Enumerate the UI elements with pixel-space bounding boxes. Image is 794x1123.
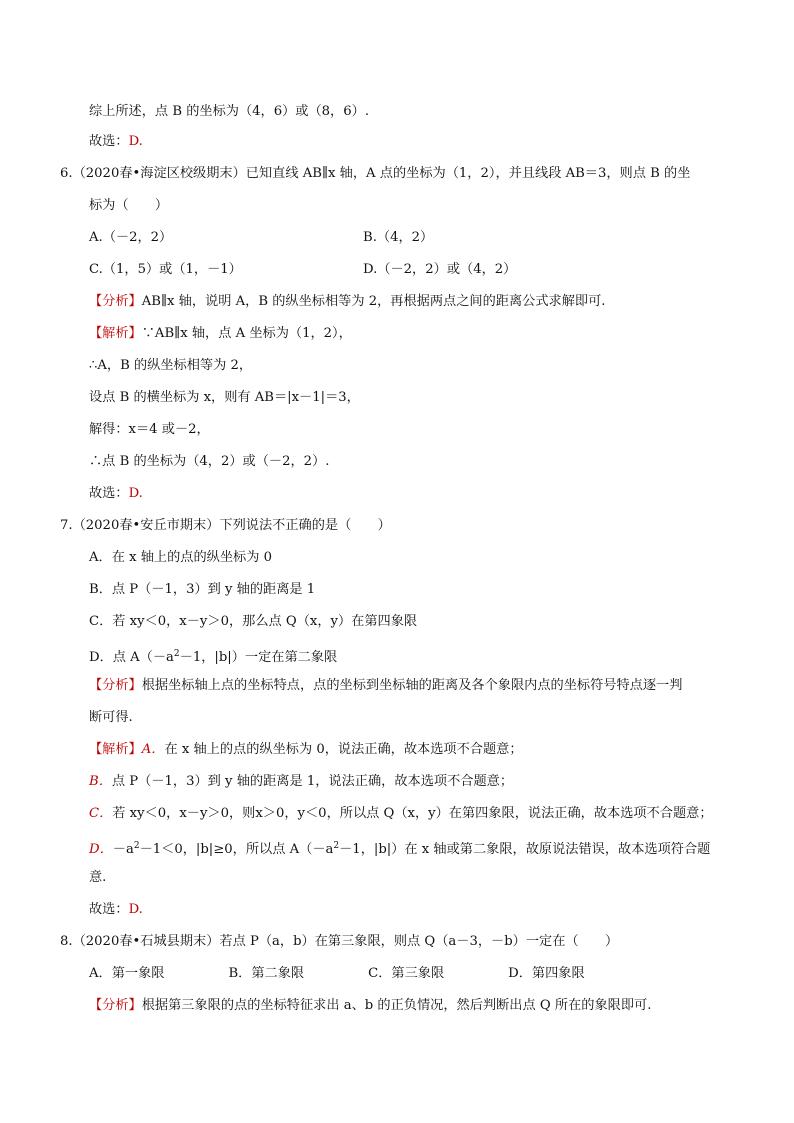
- q7-option-b: B．点 P（－1，3）到 y 轴的距离是 1: [89, 582, 316, 597]
- q6-stem-line1: 6.（2020春•海淀区校级期末）已知直线 AB∥x 轴，A 点的坐标为（1，2），并且线段 AB＝3，则点 B 的坐: [60, 166, 691, 181]
- q8-options: [89, 964, 585, 984]
- analysis-tag: 【分析】: [89, 998, 142, 1013]
- q7-option-d: [89, 644, 337, 664]
- solution-d-text-mid: －1＜0，|b|≥0，所以点 A（－a: [139, 842, 334, 857]
- q8-option-b: B．第二象限: [228, 966, 305, 981]
- q6-stem-line2: 标为（ ）: [89, 198, 169, 213]
- q8-analysis: [89, 996, 651, 1016]
- solution-text: ∵AB∥x 轴，点 A 坐标为（1，2），: [141, 326, 352, 341]
- solution-a-text: 在 x 轴上的点的纵坐标为 0，说法正确，故本选项不合题意；: [164, 742, 523, 757]
- analysis-tag: 【分析】: [89, 678, 142, 693]
- q7-solution-d: [89, 836, 710, 856]
- answer-letter: D.: [128, 902, 143, 917]
- q6-option-b: B.（4，2）: [363, 230, 434, 245]
- superscript: 2: [173, 649, 180, 659]
- q6-analysis: [89, 292, 606, 312]
- solution-a-head: A．: [141, 742, 165, 757]
- option-d-text-rest: －1，|b|）一定在第二象限: [179, 650, 338, 665]
- solution-d-text: －a: [112, 842, 134, 857]
- solution-tag: 【解析】: [89, 326, 142, 341]
- q6-option-d: D.（－2，2）或（4，2）: [363, 262, 517, 277]
- analysis-text: 根据坐标轴上点的坐标特点，点的坐标到坐标轴的距离及各个象限内点的坐标符号特点逐一判: [141, 678, 683, 693]
- q7-solution-a: [89, 740, 523, 760]
- q6-answer: [89, 484, 143, 504]
- answer-letter: D.: [128, 486, 143, 501]
- solution-b-head: B．: [89, 774, 112, 789]
- answer-prefix: 故选：: [89, 486, 129, 501]
- q7-option-a: A．在 x 轴上的点的纵坐标为 0: [89, 550, 272, 565]
- q6-solution-5: ∴点 B 的坐标为（4，2）或（－2，2）.: [89, 454, 330, 469]
- q7-answer: [89, 900, 143, 920]
- solution-tag: 【解析】: [89, 742, 142, 757]
- q7-analysis-line1: [89, 676, 682, 696]
- q8-option-d: D．第四象限: [508, 966, 585, 981]
- q7-analysis-line2: 断可得.: [89, 710, 133, 725]
- answer-letter: D.: [128, 134, 143, 149]
- q7-solution-b: [89, 772, 513, 792]
- analysis-tag: 【分析】: [89, 294, 142, 309]
- q8-option-c: C．第三象限: [368, 966, 445, 981]
- q6-solution-3: 设点 B 的横坐标为 x，则有 AB＝|x－1|＝3，: [89, 390, 360, 405]
- option-d-text: D．点 A（－a: [89, 650, 174, 665]
- q7-stem: 7.（2020春•安丘市期末）下列说法不正确的是（ ）: [60, 518, 391, 533]
- q7-solution-c: [89, 804, 713, 824]
- solution-d-head: D．: [89, 842, 113, 857]
- q7-solution-d-line2: 意.: [89, 870, 107, 885]
- analysis-text: 根据第三象限的点的坐标特征求出 a、b 的正负情况，然后判断出点 Q 所在的象限即可.: [141, 998, 652, 1013]
- q8-stem: 8.（2020春•石城县期末）若点 P（a，b）在第三象限，则点 Q（a－3，－b）一定在（ ）: [60, 934, 619, 949]
- q6-solution-4: 解得：x＝4 或－2，: [89, 422, 210, 437]
- solution-c-text: 若 xy＜0，x－y＞0，则x＞0，y＜0，所以点 Q（x，y）在第四象限，说法正确，故本选项不合题意；: [112, 806, 713, 821]
- solution-c-head: C．: [89, 806, 113, 821]
- prev-answer: [89, 132, 143, 152]
- solution-b-text: 点 P（－1，3）到 y 轴的距离是 1，说法正确，故本选项不合题意；: [111, 774, 514, 789]
- q6-option-a: A.（－2，2）: [89, 230, 173, 245]
- q6-option-c: C.（1，5）或（1，－1）: [89, 262, 242, 277]
- q6-solution-2: ∴A，B 的纵坐标相等为 2，: [89, 358, 253, 373]
- superscript: 2: [333, 841, 340, 851]
- superscript: 2: [133, 841, 140, 851]
- answer-prefix: 故选：: [89, 134, 129, 149]
- answer-prefix: 故选：: [89, 902, 129, 917]
- q7-option-c: C．若 xy＜0，x－y＞0，那么点 Q（x，y）在第四象限: [89, 614, 418, 629]
- q6-solution-1: [89, 324, 352, 344]
- analysis-text: AB∥x 轴，说明 A，B 的纵坐标相等为 2，再根据两点之间的距离公式求解即可.: [141, 294, 606, 309]
- solution-d-text-rest: －1，|b|）在 x 轴或第二象限，故原说法错误，故本选项符合题: [339, 842, 711, 857]
- prev-summary: 综上所述，点 B 的坐标为（4，6）或（8，6）.: [89, 104, 370, 119]
- q8-option-a: A．第一象限: [89, 966, 165, 981]
